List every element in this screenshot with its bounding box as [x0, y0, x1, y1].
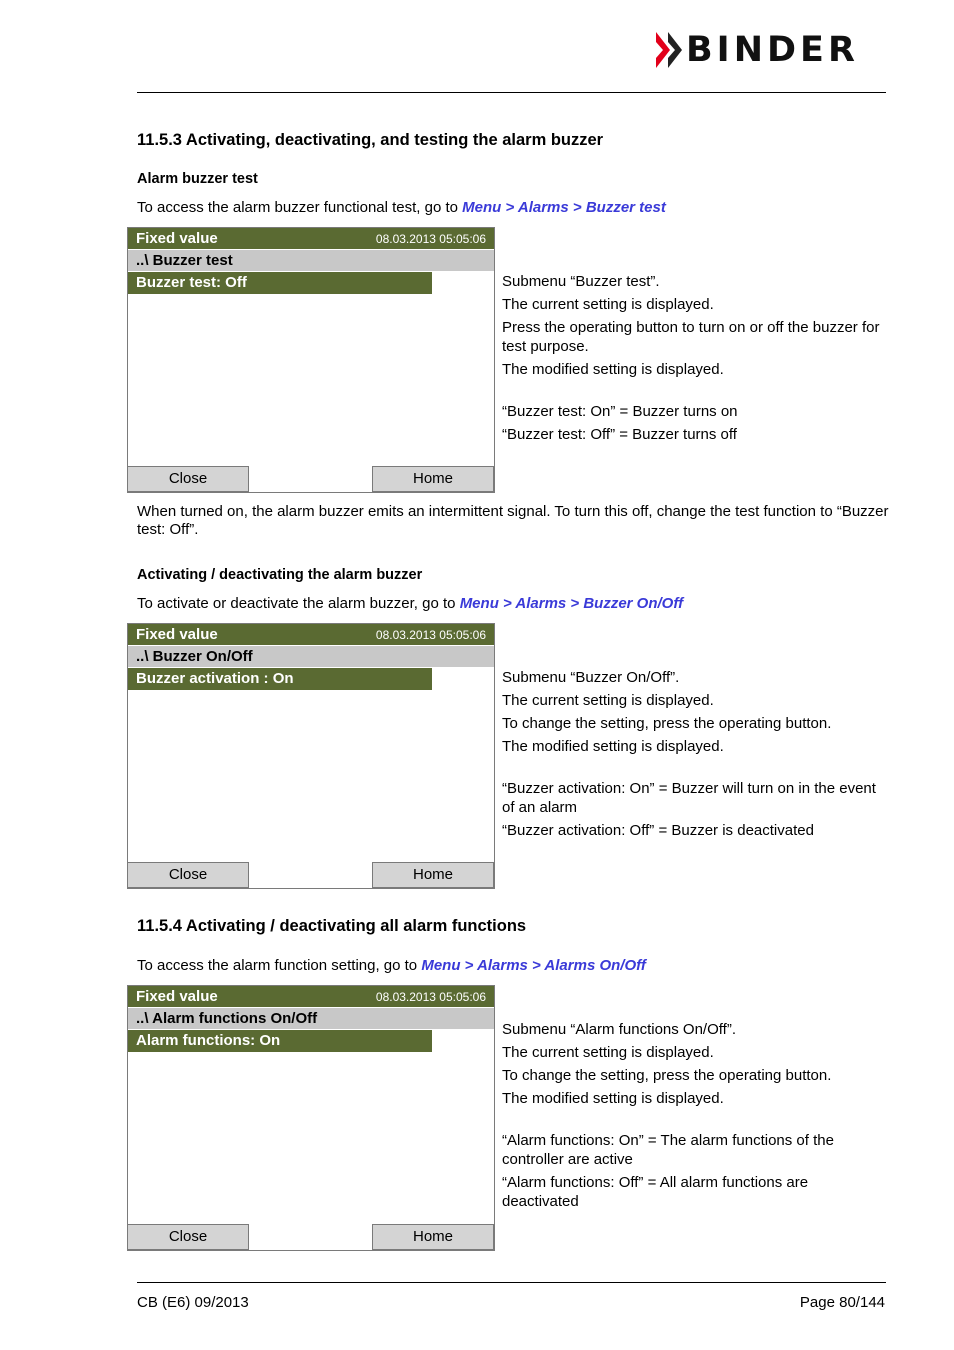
section-heading-11-5-3: 11.5.3 Activating, deactivating, and testing the alarm buzzer	[137, 131, 604, 149]
screen-path: ..\ Alarm functions On/Off	[128, 1008, 494, 1029]
binder-logo	[654, 30, 888, 70]
home-button[interactable]: Home	[372, 862, 494, 888]
screen-path: ..\ Buzzer test	[128, 250, 494, 271]
close-button[interactable]: Close	[127, 862, 249, 888]
screen-title-bar	[128, 228, 494, 249]
footer-page-number: Page 80/144	[799, 1294, 885, 1311]
screen-title: Fixed value	[136, 626, 218, 643]
screen-timestamp: 08.03.2013 05:05:06	[375, 628, 486, 642]
screen-selected-item[interactable]: Buzzer activation : On	[128, 668, 432, 690]
controller-screen-buzzer-onoff	[127, 623, 495, 889]
screen-title-bar	[128, 986, 494, 1007]
intro-buzzer-test: To access the alarm buzzer functional test, go to Menu > Alarms > Buzzer test	[137, 199, 666, 216]
intro-buzzer-activation: To activate or deactivate the alarm buzzer, go to Menu > Alarms > Buzzer On/Off	[137, 595, 684, 612]
header-rule	[137, 92, 886, 93]
screen-title-bar	[128, 624, 494, 645]
screen-path: ..\ Buzzer On/Off	[128, 646, 494, 667]
brand-name: BINDER	[686, 30, 859, 70]
screen-timestamp: 08.03.2013 05:05:06	[375, 232, 486, 246]
subheading-buzzer-test: Alarm buzzer test	[137, 171, 258, 187]
controller-screen-alarm-functions	[127, 985, 495, 1251]
buzzer-test-note: When turned on, the alarm buzzer emits an intermittent signal. To turn this off, change the test function to “Buzzer test: Off”.	[137, 503, 889, 538]
description-buzzer-activation: Submenu “Buzzer On/Off”. The current setting is displayed. To change the setting, press the operating button. The modified setting is displayed. “Buzzer activation: On” = Buzzer will turn on in the event of an alarm “Buzzer activation: Off” = Buzzer is deactivated	[502, 669, 876, 839]
menu-path-link[interactable]: Menu > Alarms > Alarms On/Off	[421, 957, 646, 974]
footer-rule	[137, 1282, 886, 1283]
controller-screen-buzzer-test	[127, 227, 495, 493]
screen-title: Fixed value	[136, 988, 218, 1005]
home-button[interactable]: Home	[372, 466, 494, 492]
screen-title: Fixed value	[136, 230, 218, 247]
close-button[interactable]: Close	[127, 466, 249, 492]
subheading-buzzer-activation: Activating / deactivating the alarm buzzer	[137, 567, 423, 583]
footer-doc-id: CB (E6) 09/2013	[137, 1294, 249, 1311]
close-button[interactable]: Close	[127, 1224, 249, 1250]
menu-path-link[interactable]: Menu > Alarms > Buzzer test	[462, 199, 666, 216]
screen-timestamp: 08.03.2013 05:05:06	[375, 990, 486, 1004]
section-heading-11-5-4: 11.5.4 Activating / deactivating all alarm functions	[137, 917, 527, 935]
screen-selected-item[interactable]: Buzzer test: Off	[128, 272, 432, 294]
home-button[interactable]: Home	[372, 1224, 494, 1250]
description-buzzer-test: Submenu “Buzzer test”. The current setting is displayed. Press the operating button to turn on or off the buzzer for test purpose. The modified setting is displayed. “Buzzer test: On” = Buzzer turns on “Buzzer test: Off” = Buzzer turns off	[502, 273, 880, 443]
menu-path-link[interactable]: Menu > Alarms > Buzzer On/Off	[459, 595, 684, 612]
screen-selected-item[interactable]: Alarm functions: On	[128, 1030, 432, 1052]
description-alarm-functions: Submenu “Alarm functions On/Off”. The current setting is displayed. To change the setting, press the operating button. The modified setting is displayed. “Alarm functions: On” = The alarm functions of the controller are active “Alarm functions: Off” = All alarm functions are deactivated	[502, 1021, 834, 1210]
binder-logo-mark-icon	[654, 30, 684, 70]
intro-alarm-functions: To access the alarm function setting, go to Menu > Alarms > Alarms On/Off	[137, 957, 646, 974]
